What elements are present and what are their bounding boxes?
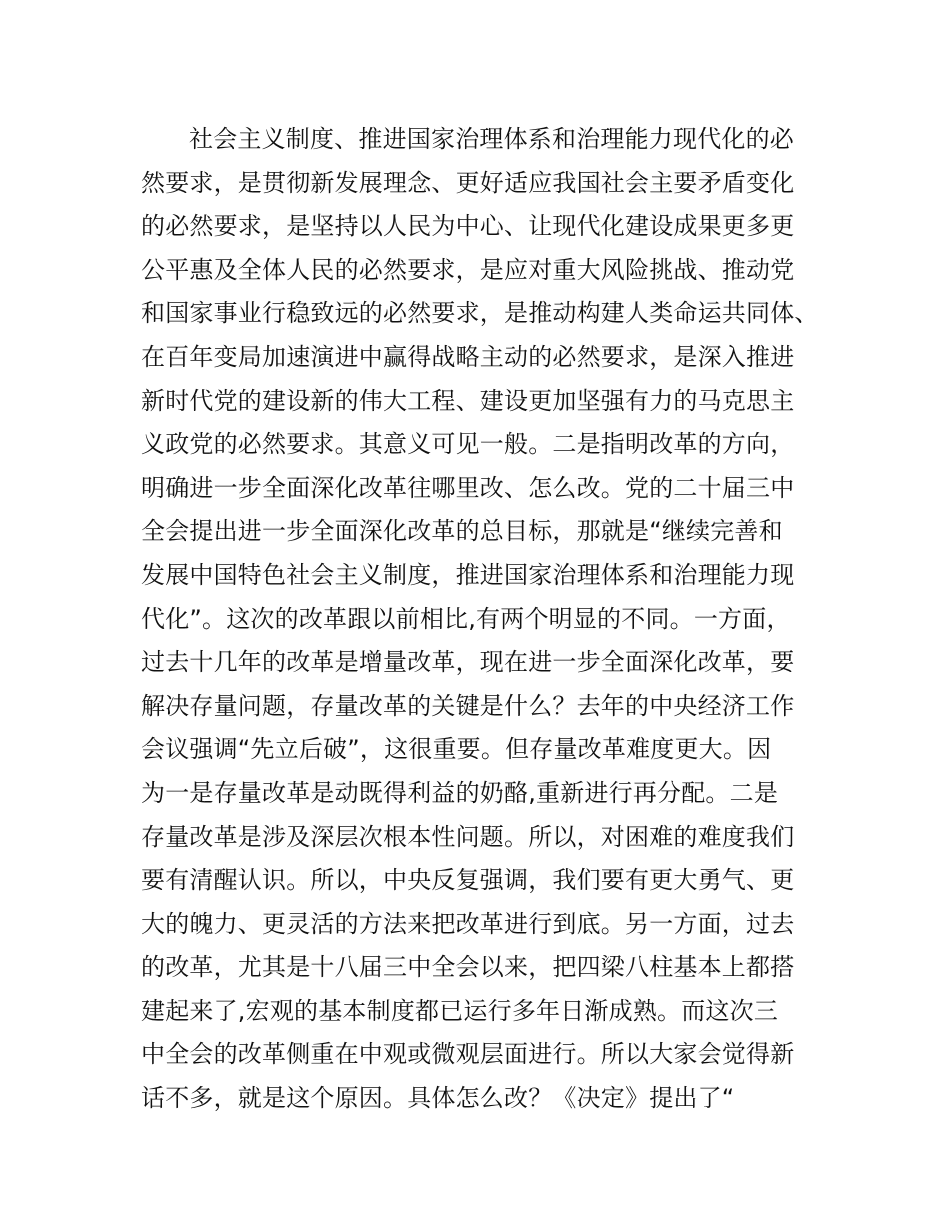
text-line: 解决存量问题，存量改革的关键是什么？去年的中央经济工作 (141, 691, 795, 720)
text-line: 和国家事业行稳致远的必然要求，是推动构建人类命运共同体、 (141, 299, 819, 328)
text-line: 义政党的必然要求。其意义可见一般。二是指明改革的方向， (141, 430, 795, 459)
text-line: 明确进一步全面深化改革往哪里改、怎么改。党的二十届三中 (141, 473, 795, 502)
text-line: 建起来了,宏观的基本制度都已运行多年日渐成熟。而这次三 (141, 996, 779, 1025)
text-line: 的改革，尤其是十八届三中全会以来，把四梁八柱基本上都搭 (141, 953, 795, 982)
text-line: 话不多，就是这个原因。具体怎么改？《决定》提出了“ (141, 1084, 735, 1113)
text-line: 在百年变局加速演进中赢得战略主动的必然要求，是深入推进 (141, 342, 795, 371)
text-line: 大的魄力、更灵活的方法来把改革进行到底。另一方面，过去 (141, 909, 795, 938)
text-line: 过去十几年的改革是增量改革，现在进一步全面深化改革，要 (141, 648, 795, 677)
text-line: 要有清醒认识。所以，中央反复强调，我们要有更大勇气、更 (141, 866, 795, 895)
text-line: 存量改革是涉及深层次根本性问题。所以，对困难的难度我们 (141, 822, 795, 851)
text-line: 的必然要求，是坚持以人民为中心、让现代化建设成果更多更 (141, 212, 795, 241)
text-line: 代化”。这次的改革跟以前相比,有两个明显的不同。一方面， (141, 604, 791, 633)
text-line: 为一是存量改革是动既得利益的奶酪,重新进行再分配。二是 (141, 778, 779, 807)
body-paragraph (141, 118, 831, 1121)
text-line: 社会主义制度、推进国家治理体系和治理能力现代化的必 (189, 125, 794, 153)
text-line: 中全会的改革侧重在中观或微观层面进行。所以大家会觉得新 (141, 1040, 795, 1069)
text-line: 公平惠及全体人民的必然要求，是应对重大风险挑战、推动党 (141, 255, 795, 284)
text-line: 全会提出进一步全面深化改革的总目标，那就是“继续完善和 (141, 517, 783, 546)
text-line: 会议强调“先立后破”，这很重要。但存量改革难度更大。因 (141, 735, 772, 764)
text-line: 发展中国特色社会主义制度，推进国家治理体系和治理能力现 (141, 560, 795, 589)
text-line: 新时代党的建设新的伟大工程、建设更加坚强有力的马克思主 (141, 386, 795, 415)
text-line: 然要求，是贯彻新发展理念、更好适应我国社会主要矛盾变化 (141, 168, 795, 197)
